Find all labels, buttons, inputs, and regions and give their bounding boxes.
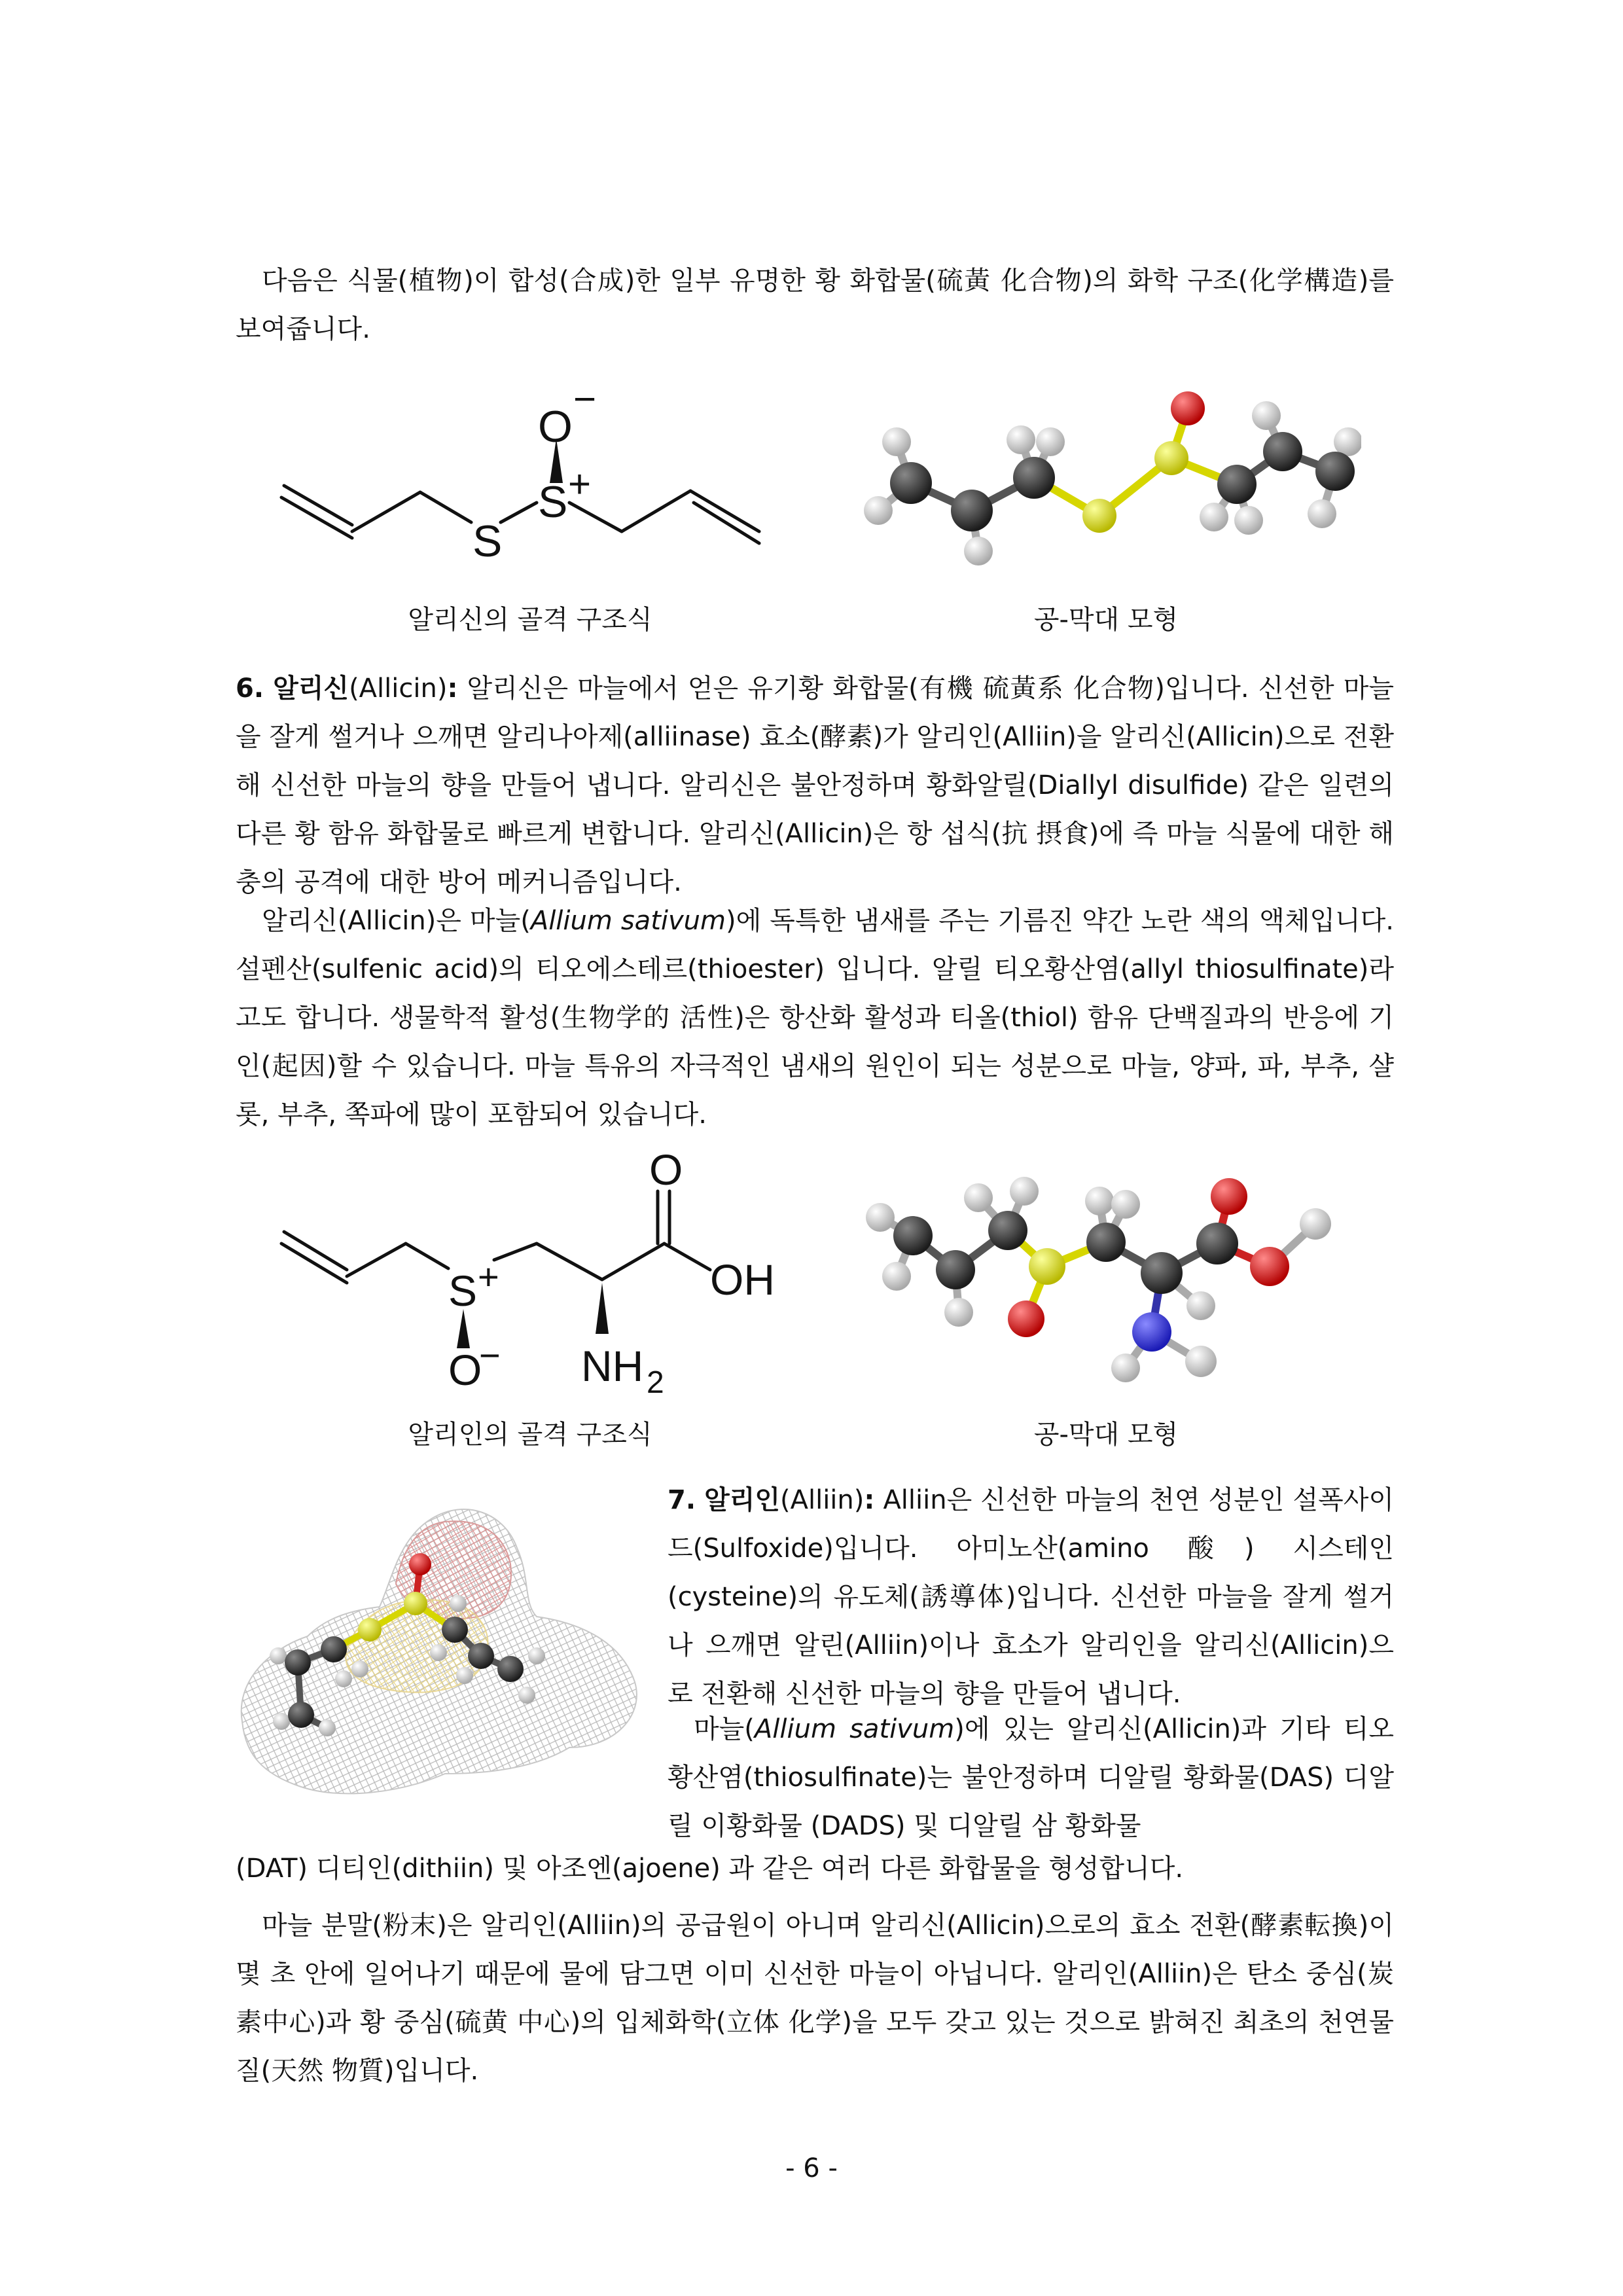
section-6-number: 6. (236, 673, 264, 704)
section-6-paragraph-1 (236, 664, 1394, 906)
stereo-wedge (596, 1283, 609, 1334)
alliin-ball-stick-model (851, 1145, 1361, 1401)
section-6-body: 알리신은 마늘에서 얻은 유기황 화합물(有機 硫黃系 化合物)입니다. 신선한 마늘을 잘게 썰거나 으깨면 알리나아제(alliinase) 효소(酵素)가 알리인(Alliin)을 알리신(Allicin)으로 전환해 신선한 마늘의 향을 만들어 냅니다. 알리신은 불안정하며 황화알릴(Diallyl disulfide) 같은 일련의 다른 황 함유 화합물로 빠르게 변합니다. 알리신(Allicin)은 항 섭식(抗 摂食)에 즉 마늘 식물에 대한 해충의 공격에 대한 방어 메커니즘입니다. (236, 673, 1395, 897)
section-7-body: Alliin은 신선한 마늘의 천연 성분인 설폭사이드(Sulfoxide)입니다. 아미노산(amino 酸) 시스테인(cysteine)의 유도체(誘導体)입니다. 신선한 마늘을 잘게 썰거나 으깨면 알린(Alliin)이나 효소가 알리인을 알리신(Allicin)으로 전환해 신선한 마늘의 향을 만들어 냅니다. (668, 1485, 1395, 1709)
allicin-skeletal-structure (275, 386, 785, 576)
text-span: 알리신(Allicin)은 마늘( (262, 906, 531, 936)
allicin-ball-stick-model (851, 380, 1361, 589)
charge-plus: + (478, 1256, 499, 1297)
sulfur-label: S (473, 516, 503, 566)
section-7-latin: (Alliin) (780, 1485, 865, 1515)
species-name: Allium sativum (754, 1714, 955, 1744)
sulfur-label: S (448, 1266, 478, 1315)
charge-minus: − (573, 386, 597, 421)
alliin-skeletal-structure (275, 1152, 785, 1401)
amine-label: NH (581, 1342, 644, 1390)
section-7-paragraph-1 (668, 1476, 1394, 1718)
section-7-paragraph-2-continued: (DAT) 디티인(dithiin) 및 아조엔(ajoene) 과 같은 여러 다른 화합물을 형성합니다. (236, 1854, 1184, 1884)
section-6-colon: : (447, 673, 458, 704)
charge-minus: − (479, 1335, 501, 1376)
stereo-wedge (457, 1309, 470, 1348)
section-7-colon: : (864, 1485, 875, 1515)
species-name: Allium sativum (530, 906, 726, 936)
oxygen-label: O (649, 1152, 683, 1194)
allicin-model-caption: 공-막대 모형 (1033, 605, 1179, 635)
section-6-latin: (Allicin) (349, 673, 448, 704)
text-span: )에 독특한 냄새를 주는 기름진 약간 노란 색의 액체입니다. 설펜산(sulfenic acid)의 티오에스테르(thioester) 입니다. 알릴 티오황산염(allyl thiosulfinate)라고도 합니다. 생물학적 활성(生物学的 活性)은 항산화 활성과 티올(thiol) 함유 단백질과의 반응에 기인(起因)할 수 있습니다. 마늘 특유의 자극적인 냄새의 원인이 되는 성분으로 마늘, 양파, 파, 부추, 샬롯, 부추, 쪽파에 많이 포함되어 있습니다. (236, 906, 1395, 1130)
text-span: 마늘( (694, 1714, 755, 1744)
alliin-surface-mesh-model (229, 1486, 654, 1813)
oxygen-label: O (448, 1346, 482, 1394)
section-6-paragraph-2 (236, 897, 1394, 1139)
section-6-title: 알리신 (273, 673, 349, 704)
oxygen-label: O (538, 402, 573, 452)
section-7-title: 알리인 (704, 1485, 780, 1515)
intro-paragraph: 다음은 식물(植物)이 합성(合成)한 일부 유명한 황 화합물(硫黃 化合物)의 화학 구조(化学構造)를 보여줍니다. (236, 266, 1394, 344)
section-7-paragraph-2 (668, 1705, 1394, 1850)
text-span: )에 있는 알리신(Allicin)과 기타 티오황산염(thiosulfinate)는 불안정하며 디알릴 황화물(DAS) 디알릴 이황화물 (DADS) 및 디알릴 삼 황화물 (668, 1714, 1394, 1841)
sulfur-label: S (538, 477, 568, 527)
alliin-skeletal-caption: 알리인의 골격 구조식 (408, 1420, 652, 1450)
hydroxyl-label: OH (710, 1255, 775, 1304)
page-number: - 6 - (785, 2153, 838, 2183)
allicin-skeletal-caption: 알리신의 골격 구조식 (408, 605, 652, 635)
amine-subscript: 2 (647, 1365, 664, 1400)
section-7-number: 7. (668, 1485, 696, 1515)
charge-plus: + (568, 462, 592, 506)
section-7-paragraph-3: 마늘 분말(粉末)은 알리인(Alliin)의 공급원이 아니며 알리신(Allicin)으로의 효소 전환(酵素転換)이 몇 초 안에 일어나기 때문에 물에 담그면 이미 신선한 마늘이 아닙니다. 알리인(Alliin)은 탄소 중심(炭素中心)과 황 중심(硫黄 中心)의 입체화학(立体 化学)을 모두 갖고 있는 것으로 밝혀진 최초의 천연물질(天然 物質)입니다. (236, 1910, 1394, 2086)
alliin-model-caption: 공-막대 모형 (1033, 1420, 1179, 1450)
